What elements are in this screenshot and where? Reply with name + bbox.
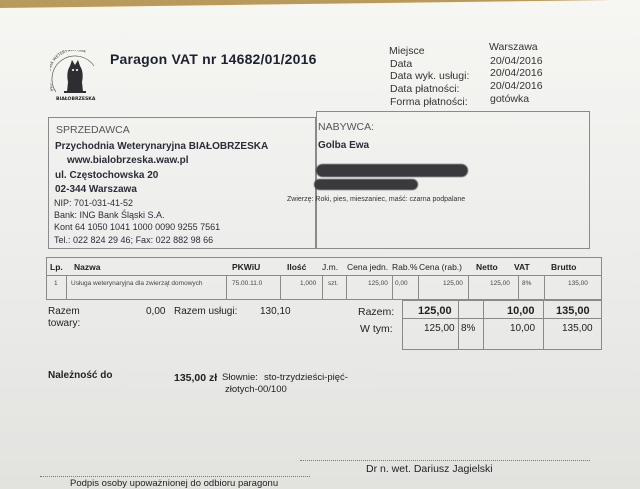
seller-account: Kont 64 1050 1041 1000 0090 9255 7561 <box>54 222 221 232</box>
seller-nip: NIP: 701-031-41-52 <box>54 198 134 208</box>
buyer-heading: NABYWCA: <box>318 121 375 133</box>
redacted-address-line-2 <box>314 179 418 190</box>
incl-net: 125,00 <box>424 323 455 334</box>
total-vat: 10,00 <box>507 305 535 317</box>
seller-website: www.bialobrzeska.waw.pl <box>67 155 189 166</box>
cell-qty: 1,000 <box>300 280 317 287</box>
meta-label-place: Miejsce <box>389 45 425 57</box>
cell-pkwiu: 75.00.11.0 <box>232 280 263 287</box>
receiver-signature-line <box>40 476 310 477</box>
seller-heading: SPRZEDAWCA <box>56 124 130 136</box>
cell-name: Usługa weterynaryjna dla zwierząt domowych <box>71 280 203 287</box>
cell-unit-price: 125,00 <box>368 280 388 287</box>
incl-gross: 135,00 <box>562 323 593 334</box>
cell-discount: 0,00 <box>395 280 408 287</box>
cell-lp: 1 <box>54 280 58 287</box>
col-header-name: Nazwa <box>74 262 101 272</box>
cell-unit: szt. <box>328 280 339 287</box>
goods-total-label: Razem towary: <box>48 306 81 329</box>
svg-text:BIAŁOBRZESKA: BIAŁOBRZESKA <box>56 97 96 102</box>
amount-words-label: Słownie: <box>222 372 258 383</box>
svg-text:PRZYCHODNIA WETERYNARYJNA: WETERY NA <box>51 50 87 62</box>
redacted-address-line-1 <box>316 164 468 177</box>
col-header-net: Netto <box>476 262 498 272</box>
meta-value-payment-method: gotówka <box>490 93 530 105</box>
meta-value-service-date: 20/04/2016 <box>490 67 543 79</box>
col-header-vat: VAT <box>514 262 530 272</box>
signature-line <box>300 460 590 461</box>
amount-words-line-1: sto-trzydzieści-pięć- <box>264 372 348 383</box>
col-header-unit: J.m. <box>322 262 339 272</box>
meta-value-payment-date: 20/04/2016 <box>490 80 543 92</box>
meta-value-place: Warszawa <box>489 41 538 53</box>
incl-label: W tym: <box>360 323 393 335</box>
services-total-value: 130,10 <box>260 306 291 317</box>
seller-street: ul. Częstochowska 20 <box>55 170 159 181</box>
total-net: 125,00 <box>418 305 452 317</box>
col-header-gross: Brutto <box>551 262 577 272</box>
incl-vat: 10,00 <box>510 323 536 334</box>
receipt-title: Paragon VAT nr 14682/01/2016 <box>110 51 317 67</box>
incl-rate: 8% <box>461 323 476 334</box>
meta-label-date: Data <box>390 58 413 70</box>
col-header-discount: Rab.% <box>392 262 418 272</box>
seller-name: Przychodnia Weterynaryjna BIAŁOBRZESKA <box>55 141 269 152</box>
col-header-lp: Lp. <box>50 262 63 272</box>
receiver-signature-caption: Podpis osoby upoważnionej do odbioru paragonu <box>70 478 279 489</box>
seller-city: 02-344 Warszawa <box>55 184 137 195</box>
cell-discounted-price: 125,00 <box>443 280 463 287</box>
total-label: Razem: <box>358 306 395 318</box>
amount-due-label: Należność do <box>48 370 113 381</box>
seller-bank: Bank: ING Bank Śląski S.A. <box>54 210 165 220</box>
total-gross: 135,00 <box>556 305 590 317</box>
col-header-qty: Ilość <box>287 262 307 272</box>
meta-label-service-date: Data wyk. usługi: <box>390 70 470 82</box>
col-header-pkwiu: PKWiU <box>232 262 261 272</box>
cell-vat: 8% <box>522 280 532 287</box>
amount-due-value: 135,00 zł <box>174 372 218 384</box>
cell-gross: 135,00 <box>568 280 588 287</box>
buyer-name: Golba Ewa <box>318 140 370 151</box>
seller-phone: Tel.: 022 824 29 46; Fax: 022 882 98 66 <box>54 235 214 245</box>
doctor-signature-name: Dr n. wet. Dariusz Jagielski <box>366 463 493 475</box>
meta-label-payment-method: Forma płatności: <box>390 96 468 108</box>
services-total-label: Razem usługi: <box>174 306 238 317</box>
amount-words-line-2: złotych-00/100 <box>225 384 287 395</box>
buyer-animal: Zwierzę: Roki, pies, mieszaniec, maść: czarna podpalane <box>287 196 466 203</box>
clinic-logo <box>50 50 100 105</box>
meta-label-payment-date: Data płatności: <box>390 83 460 95</box>
meta-value-date: 20/04/2016 <box>490 55 543 67</box>
col-header-unit-price: Cena jedn. <box>347 262 389 272</box>
col-header-discounted-price: Cena (rab.) <box>419 262 462 272</box>
cell-net: 125,00 <box>490 280 510 287</box>
goods-total-value: 0,00 <box>146 306 166 317</box>
